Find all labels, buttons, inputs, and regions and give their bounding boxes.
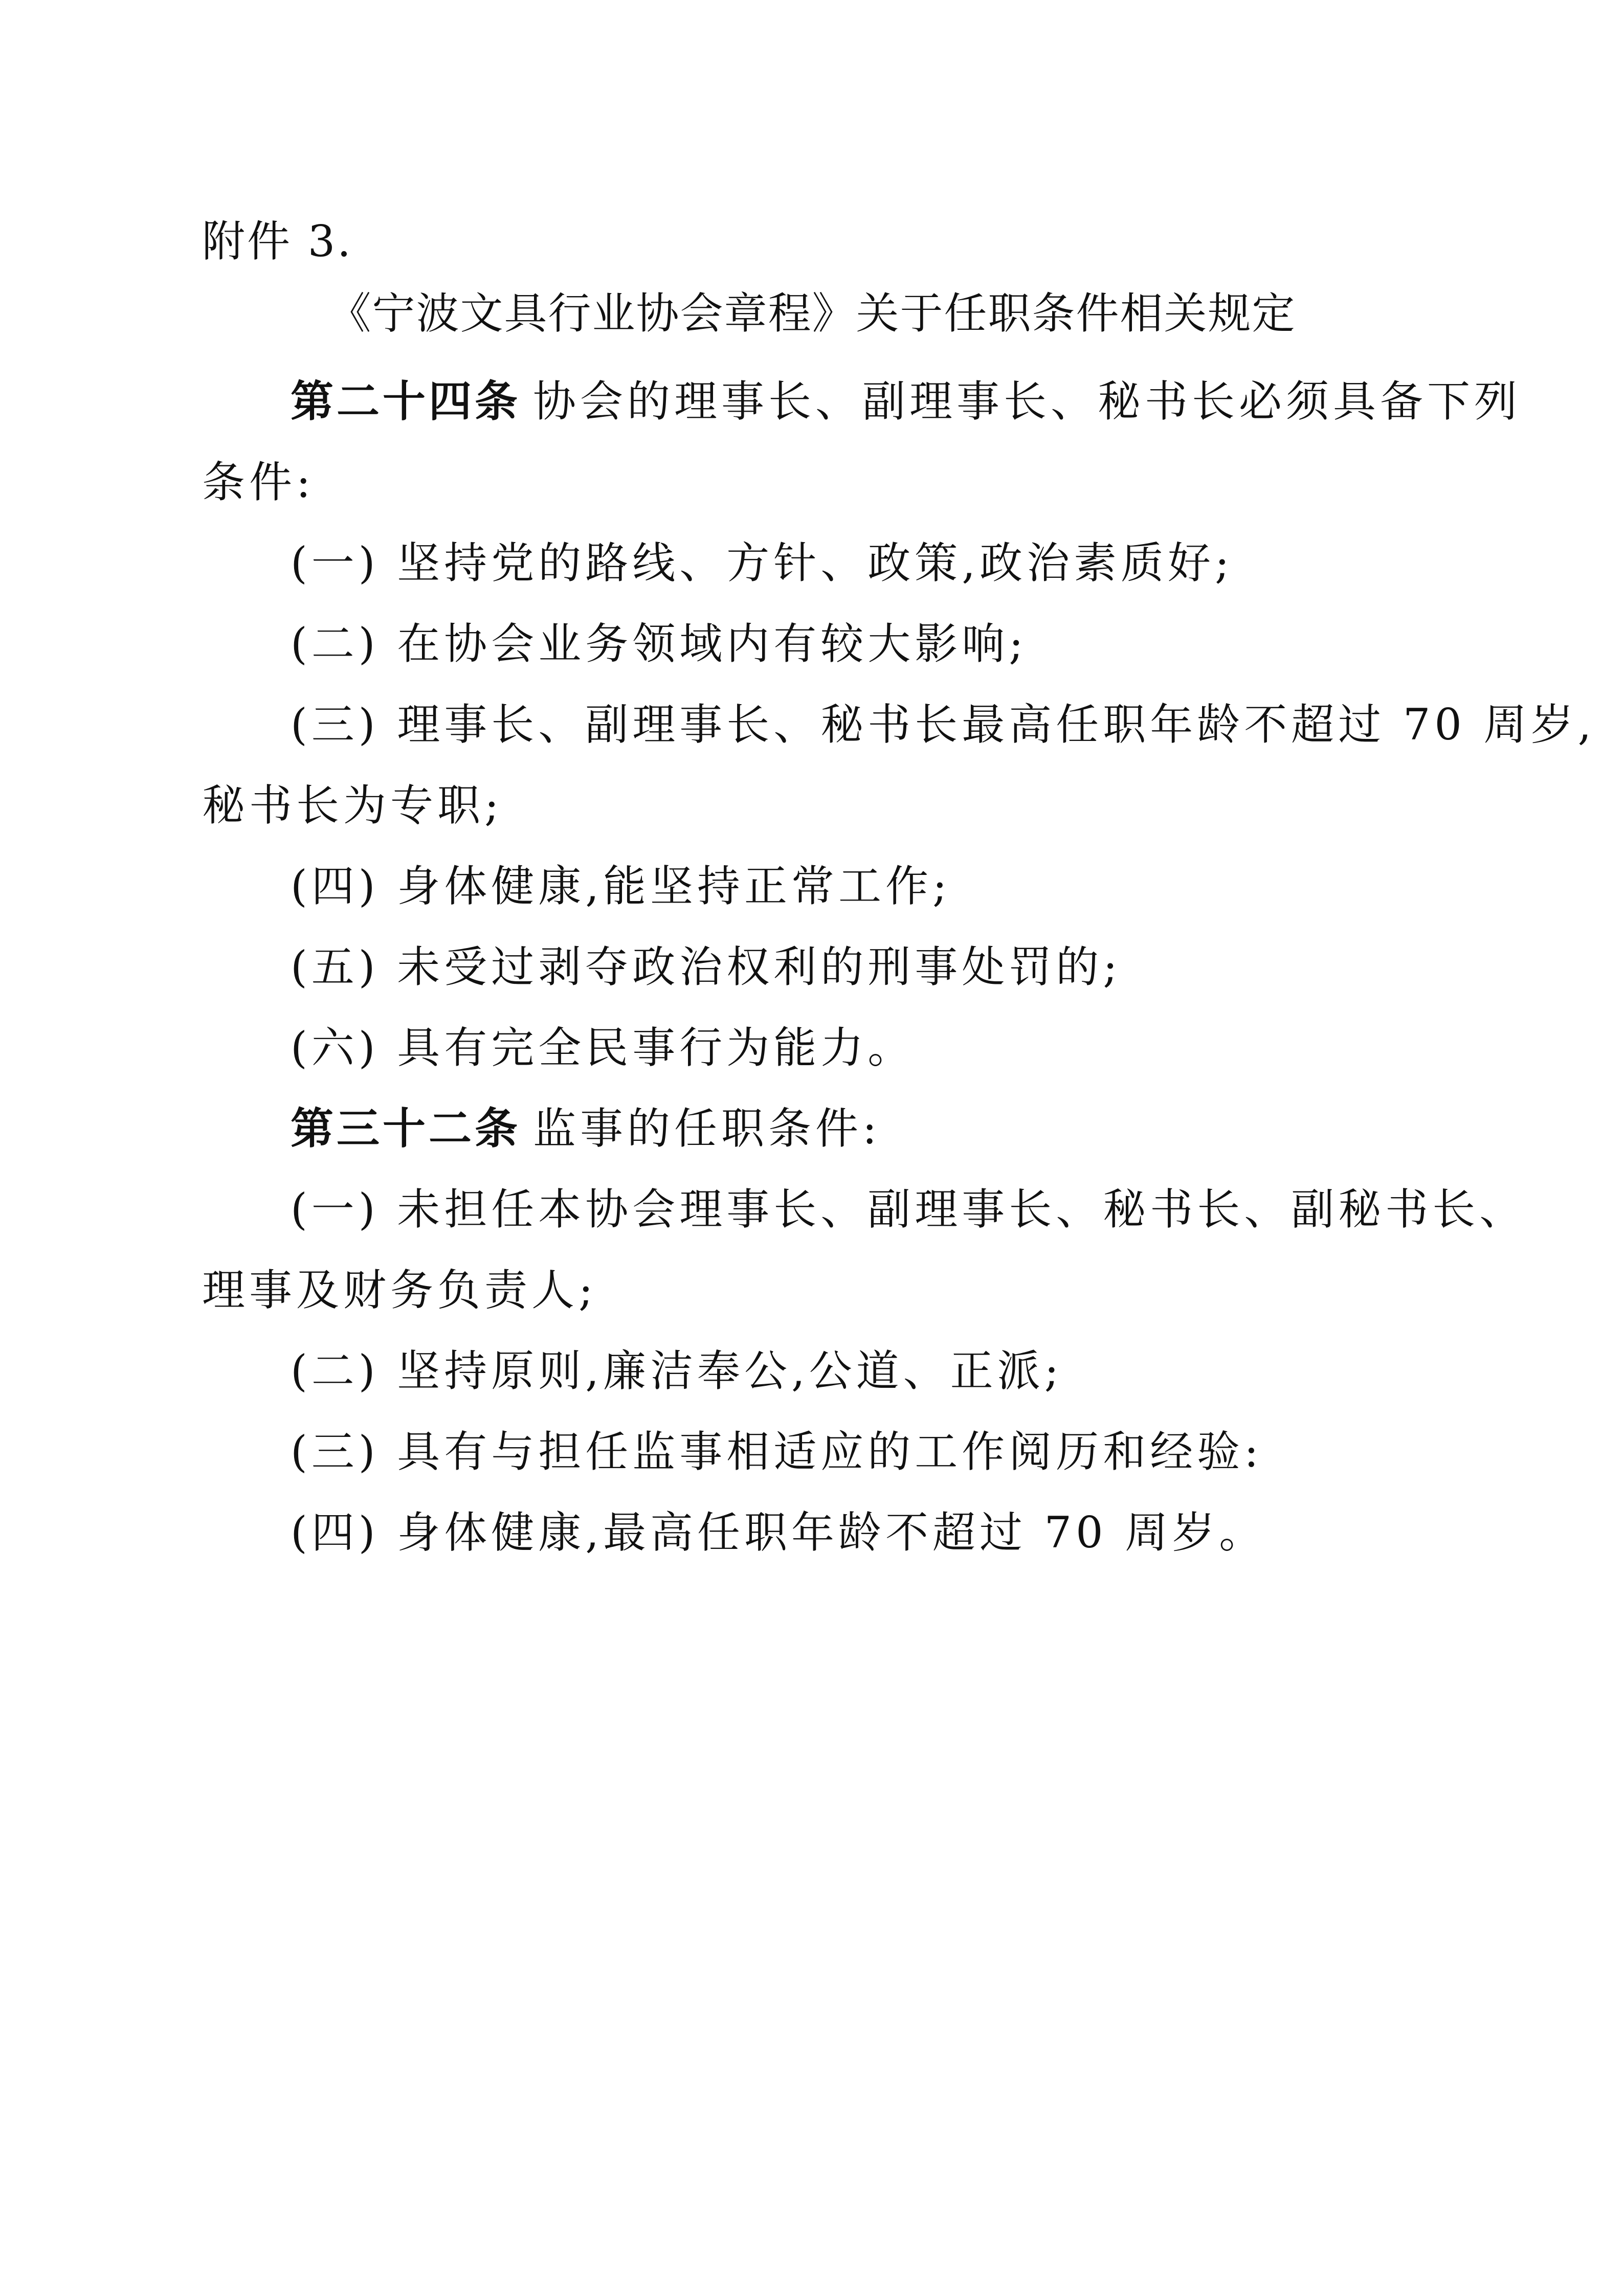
article-32-item-1-cont: 理事及财务负责人; <box>202 1265 597 1315</box>
article-24-item-2: (二) 在协会业务领域内有较大影响; <box>291 619 1028 669</box>
article-24-item-3-cont: 秘书长为专职; <box>202 780 503 830</box>
document-title: 《宁波文具行业协会章程》关于任职条件相关规定 <box>328 288 1296 339</box>
article-32-item-2: (二) 坚持原则,廉洁奉公,公道、正派; <box>291 1346 1063 1396</box>
article-24-intro-line1: 协会的理事长、副理事长、秘书长必须具备下列 <box>533 376 1522 426</box>
article-32-item-3: (三) 具有与担任监事相适应的工作阅历和经验: <box>291 1427 1263 1477</box>
article-32-heading: 第三十二条 <box>291 1104 521 1154</box>
article-24-item-6: (六) 具有完全民事行为能力。 <box>291 1023 915 1073</box>
article-32-first-line <box>291 1100 881 1157</box>
article-24-item-4: (四) 身体健康,能坚持正常工作; <box>291 861 951 911</box>
article-32-intro: 监事的任职条件: <box>533 1104 881 1154</box>
article-24-item-1: (一) 坚持党的路线、方针、政策,政治素质好; <box>291 538 1234 588</box>
article-24-first-line <box>291 373 1521 430</box>
article-24-item-5: (五) 未受过剥夺政治权利的刑事处罚的; <box>291 942 1122 992</box>
article-32-item-4: (四) 身体健康,最高任职年龄不超过 70 周岁。 <box>291 1507 1266 1558</box>
article-24-intro-line2: 条件: <box>202 457 315 507</box>
article-24-item-3: (三) 理事长、副理事长、秘书长最高任职年龄不超过 70 周岁, <box>291 700 1596 750</box>
attachment-label: 附件 3. <box>202 216 353 266</box>
article-24-heading: 第二十四条 <box>291 376 521 426</box>
article-32-item-1: (一) 未担任本协会理事长、副理事长、秘书长、副秘书长、 <box>291 1184 1527 1234</box>
